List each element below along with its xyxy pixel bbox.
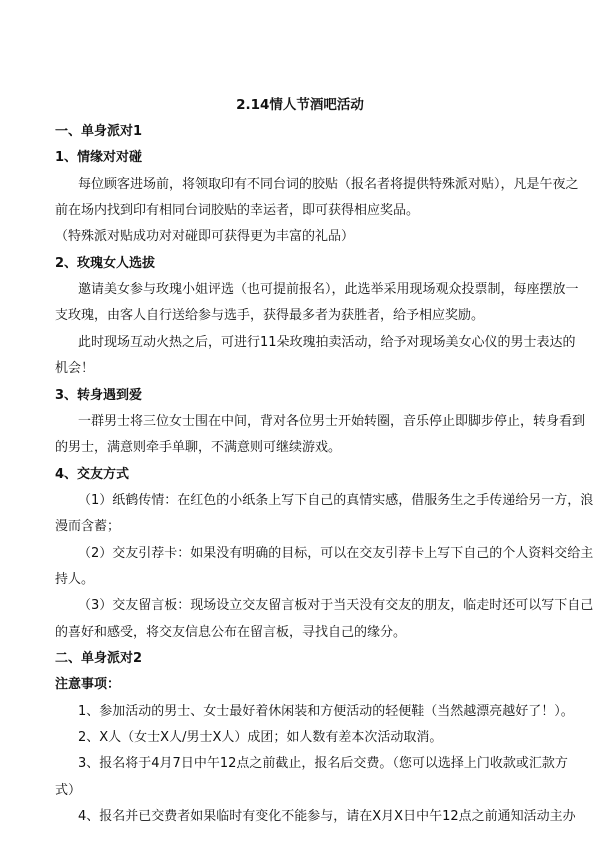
paragraph-line: （特殊派对贴成功对对碰即可获得更为丰富的礼品） bbox=[55, 229, 355, 245]
section-heading: 注意事项： bbox=[55, 677, 121, 693]
section-heading: 3、转身遇到爱 bbox=[55, 387, 143, 403]
paragraph-line: 2、X人（女士X人/男士X人）成团；如人数有差本次活动取消。 bbox=[78, 730, 443, 746]
paragraph-line: 漫而含蓄； bbox=[55, 519, 121, 535]
paragraph-line: （1）纸鹤传情：在红色的小纸条上写下自己的真情实感，借服务生之手传递给另一方，浪 bbox=[78, 492, 594, 508]
paragraph-line: （2）交友引荐卡：如果没有明确的目标，可以在交友引荐卡上写下自己的个人资料交给主 bbox=[78, 545, 594, 561]
paragraph-line: 机会！ bbox=[55, 361, 95, 377]
paragraph-line: 4、报名并已交费者如果临时有变化不能参与，请在X月X日中午12点之前通知活动主办 bbox=[78, 809, 576, 825]
section-heading: 4、交友方式 bbox=[55, 466, 130, 482]
paragraph-line: 1、参加活动的男士、女士最好着休闲装和方便活动的轻便鞋（当然越漂亮越好了！）。 bbox=[78, 703, 574, 719]
section-heading: 二、单身派对2 bbox=[55, 651, 143, 666]
paragraph-line: 持人。 bbox=[55, 571, 95, 587]
paragraph-line: 邀请美女参与玫瑰小姐评选（也可提前报名），此选举采用现场观众投票制，每座摆放一 bbox=[78, 282, 579, 298]
document-title: 2.14情人节酒吧活动 bbox=[236, 97, 364, 113]
paragraph-line: 前在场内找到印有相同台词胶贴的幸运者，即可获得相应奖品。 bbox=[55, 203, 420, 219]
paragraph-line: （3）交友留言板：现场设立交友留言板对于当天没有交友的朋友，临走时还可以写下自己 bbox=[78, 598, 594, 614]
paragraph-line: 一群男士将三位女士围在中间，背对各位男士开始转圈，音乐停止即脚步停止，转身看到 bbox=[78, 413, 586, 429]
section-heading: 2、玫瑰女人选拔 bbox=[55, 255, 156, 271]
section-heading: 1、情缘对对碰 bbox=[55, 150, 143, 166]
paragraph-line: 的男士，满意则牵手单聊，不满意则可继续游戏。 bbox=[55, 440, 342, 456]
paragraph-line: 3、报名将于4月7日中午12点之前截止，报名后交费。（您可以选择上门收款或汇款方 bbox=[78, 756, 568, 772]
paragraph-line: 每位顾客进场前，将领取印有不同台词的胶贴（报名者将提供特殊派对贴），凡是午夜之 bbox=[78, 176, 579, 192]
paragraph-line: 支玫瑰，由客人自行送给参与选手，获得最多者为获胜者，给予相应奖励。 bbox=[55, 308, 485, 324]
section-heading: 一、单身派对1 bbox=[55, 124, 143, 139]
paragraph-line: 的喜好和感受，将交友信息公布在留言板，寻找自己的缘分。 bbox=[55, 624, 407, 640]
paragraph-line: 式） bbox=[55, 782, 82, 798]
paragraph-line: 此时现场互动火热之后，可进行11朵玫瑰拍卖活动，给予对现场美女心仪的男士表达的 bbox=[78, 334, 576, 350]
